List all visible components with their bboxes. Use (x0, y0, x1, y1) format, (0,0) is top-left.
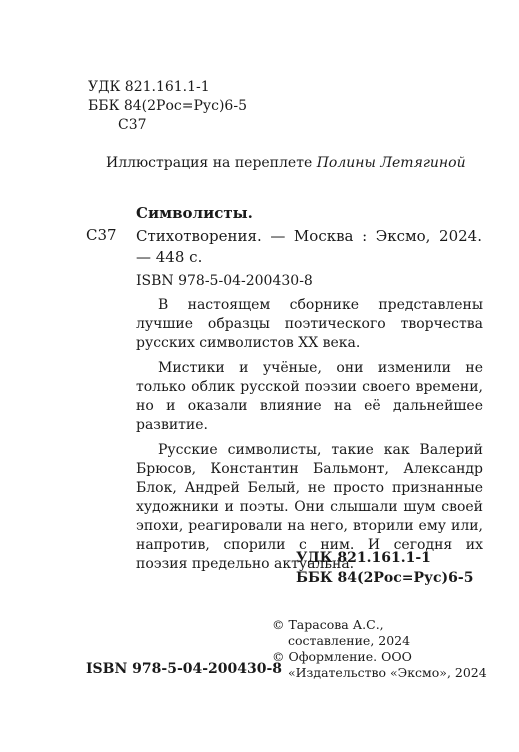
annotation-paragraph: Русские символисты, такие как Валерий Брюсов, Константин Бальмонт, Александр Блок, Андрей Белый, не просто признанные художники и поэты. Они слышали шум своей эпохи, реагировали на него, вторили ему или, напротив, спорили с ним. И сегодня их поэзия предельно актуальна. (136, 442, 483, 572)
copyright-compiler: © Тарасова А.С., (272, 617, 384, 632)
bibliographic-description: Стихотворения. — Москва : Эксмо, 2024. — 448 с. (136, 227, 482, 266)
annotation (136, 296, 483, 580)
bottom-classification-codes (296, 548, 473, 588)
annotation-paragraph: В настоящем сборнике представлены лучшие образцы поэтического творчества русских символистов XX века. (136, 297, 483, 351)
illustration-prefix: Иллюстрация на переплете (106, 155, 317, 171)
copyright-design-detail: «Издательство «Эксмо», 2024 (288, 665, 487, 680)
illustration-credit (106, 155, 466, 171)
annotation-paragraph: Мистики и учёные, они изменили не только облик русской поэзии своего времени, но и оказали влияние на её дальнейшее развитие. (136, 360, 483, 433)
isbn-inline: ISBN 978-5-04-200430-8 (136, 273, 313, 289)
book-title: Символисты. (136, 204, 253, 222)
top-classification-codes (88, 78, 247, 135)
udk-code: УДК 821.161.1-1 (88, 79, 210, 95)
copyright-compiler-detail: составление, 2024 (288, 633, 411, 648)
udk-code-bold: УДК 821.161.1-1 (296, 550, 431, 566)
book-cipher: С37 (86, 226, 117, 244)
illustrator-name: Полины Летягиной (316, 155, 466, 171)
bbk-code-bold: ББК 84(2Рос=Рус)6-5 (296, 570, 474, 586)
isbn-bottom: ISBN 978-5-04-200430-8 (86, 661, 283, 677)
author-cipher: С37 (118, 117, 147, 133)
bbk-code: ББК 84(2Рос=Рус)6-5 (88, 98, 247, 114)
copyright-block (272, 617, 487, 681)
copyright-design: © Оформление. ООО (272, 649, 412, 664)
